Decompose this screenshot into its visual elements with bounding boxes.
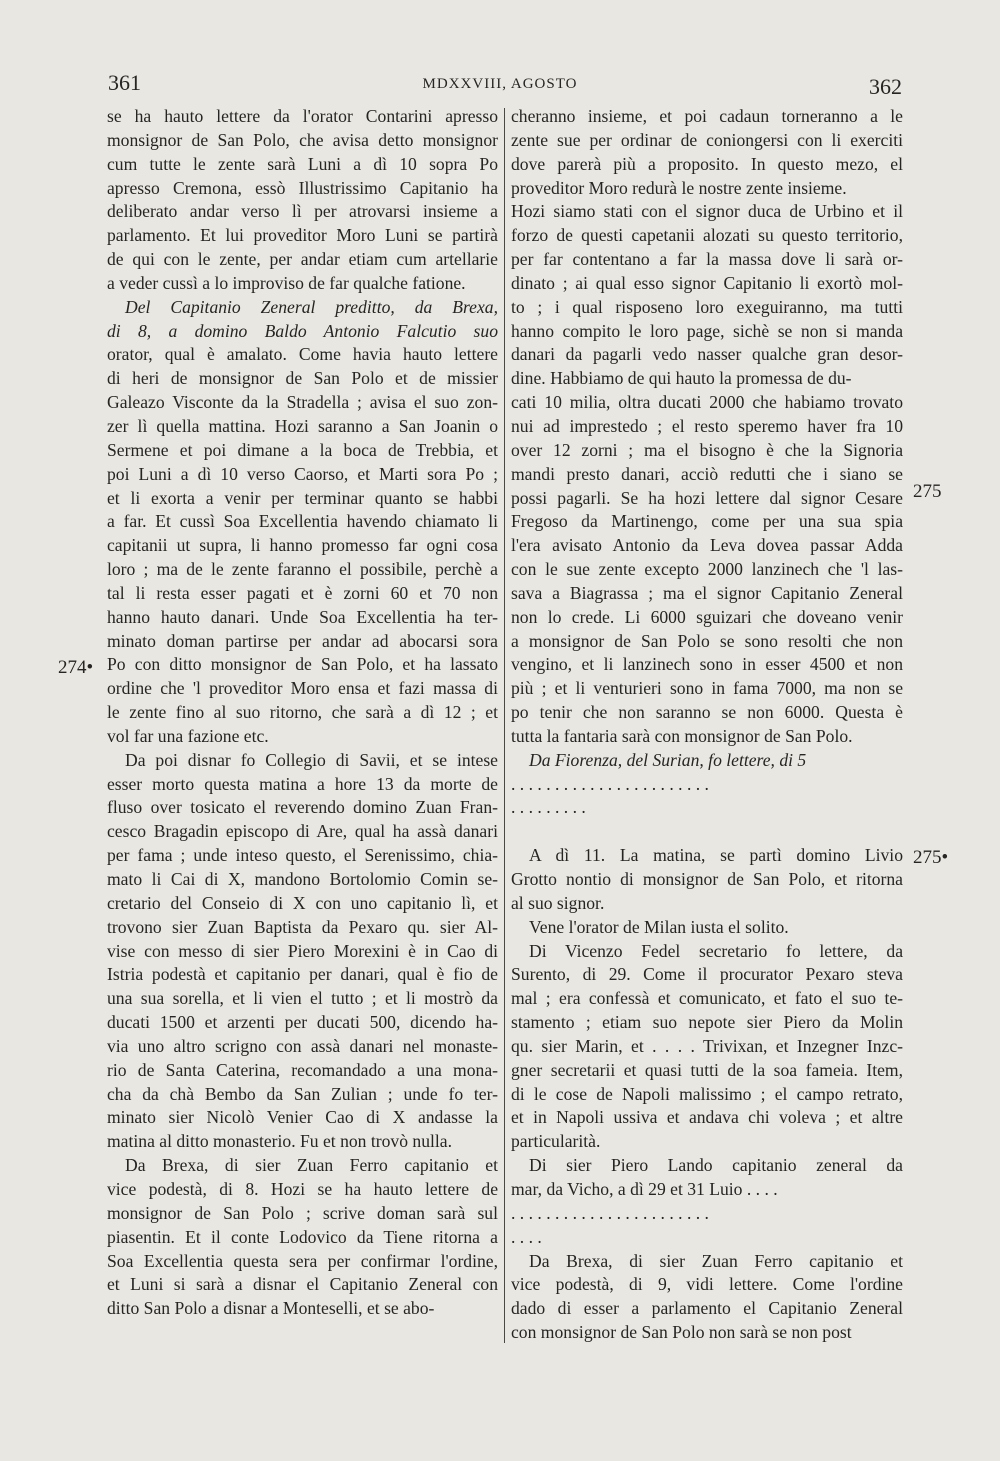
text-line: cha da chà Bembo da San Zulian ; unde fo ter- bbox=[107, 1083, 498, 1104]
margin-number: 274• bbox=[58, 657, 94, 678]
text-line: Surento, di 29. Come il procurator Pexaro steva bbox=[511, 964, 903, 985]
text-line: mandi presto danari, acciò redutti che i siano se bbox=[511, 463, 903, 484]
text-line: via uno altro scrigno con assà danari nel monaste- bbox=[107, 1035, 498, 1056]
running-head: MDXXVIII, AGOSTO bbox=[422, 76, 578, 92]
text-line: cum tutte le zente sarà Luni a dì 10 sopra Po bbox=[107, 153, 498, 174]
text-line: una sua sorella, et li vien el tutto ; et li mostrò da bbox=[107, 988, 498, 1009]
text-line: deliberato andar verso lì per atrovarsi insieme a bbox=[107, 201, 498, 222]
text-line: orator, qual è amalato. Come havia hauto lettere bbox=[107, 344, 498, 365]
text-line: l'era avisato Antonio da Leva dovea passar Adda bbox=[511, 535, 903, 556]
text-line: Da Brexa, di sier Zuan Ferro capitanio et bbox=[125, 1155, 498, 1176]
text-line: più ; et li venturieri sono in fama 7000, ma non se bbox=[511, 678, 903, 699]
text-line: monsignor de San Polo, che avisa detto monsignor bbox=[107, 129, 498, 150]
text-line: a veder cussì a lo improviso de far qualche fatione. bbox=[107, 272, 466, 293]
text-line: ordine che 'l proveditor Moro ensa et fazi massa di bbox=[107, 678, 498, 699]
text-line: . . . . . . . . . . . . . . . . . . . . . . . bbox=[511, 1202, 709, 1223]
text-line: Hozi siamo stati con el signor duca de Urbino et il bbox=[511, 201, 903, 222]
text-line: A dì 11. La matina, se partì domino Livio bbox=[529, 845, 903, 866]
text-line: apresso Cremona, essò Illustrissimo Capitanio ha bbox=[107, 177, 498, 198]
text-line: stamento ; etiam suo nepote sier Piero da Molin bbox=[511, 1012, 903, 1033]
text-line: et Luni si sarà a disnar el Capitanio Zeneral con bbox=[107, 1274, 498, 1295]
text-line: cati 10 milia, oltra ducati 2000 che habiamo trovato bbox=[511, 392, 903, 413]
text-line: Istria podestà et capitanio per danari, qual è fio de bbox=[107, 964, 498, 985]
text-line: vise con messo di sier Piero Morexini è in Cao di bbox=[107, 940, 498, 961]
text-line: vengino, et li lanzinech sono in esser 4500 et non bbox=[511, 654, 903, 675]
text-line: a monsignor de San Polo se sono resolti che non bbox=[511, 630, 903, 651]
text-line: Da Brexa, di sier Zuan Ferro capitanio et bbox=[529, 1250, 903, 1271]
text-line: ditto San Polo a disnar a Monteselli, et se abo- bbox=[107, 1298, 435, 1319]
text-line: per fama ; unde inteso questo, el Serenissimo, chia- bbox=[107, 845, 498, 866]
text-line: . . . . bbox=[511, 1226, 542, 1247]
text-line: a far. Et cussì Soa Excellentia havendo chiamato li bbox=[107, 511, 498, 532]
text-line: . . . . . . . . . . . . . . . . . . . . . . . bbox=[511, 773, 709, 794]
text-line: piasentin. Et il conte Lodovico da Tiene ritorna a bbox=[107, 1226, 498, 1247]
page-number-right: 362 bbox=[869, 74, 902, 99]
page-number-left: 361 bbox=[108, 70, 141, 95]
text-line: dine. Habbiamo de qui hauto la promessa de du- bbox=[511, 368, 852, 389]
text-line: Galeazo Visconte da la Stradella ; avisa el suo zon- bbox=[107, 392, 498, 413]
text-line: rio de Santa Caterina, recomandado a una mona- bbox=[107, 1059, 498, 1080]
text-line: Del Capitanio Zeneral preditto, da Brexa, bbox=[125, 296, 498, 317]
text-line: Grotto nontio di monsignor de San Polo, et ritorna bbox=[511, 869, 903, 889]
text-line: forzo de questi capetanii alozati su questo territorio, bbox=[511, 225, 903, 246]
text-line: Di Vicenzo Fedel secretario fo lettere, da bbox=[529, 940, 903, 961]
text-line: possi pagarli. Se ha hozi lettere dal signor Cesare bbox=[511, 487, 903, 508]
text-line: . . . . . . . . . bbox=[511, 797, 586, 818]
text-line: Sermene et poi dimane a la boca de Trebbia, et bbox=[107, 439, 498, 460]
text-line: dinato ; ai qual esso signor Capitanio li exortò mol- bbox=[511, 272, 903, 293]
text-line: qu. sier Marin, et . . . . Trivixan, et Inzegner Inzc- bbox=[511, 1035, 903, 1056]
text-line: cretario del Conseio di X con uno capitanio lì, et bbox=[107, 892, 498, 913]
page-header bbox=[0, 66, 1000, 99]
text-line: po tenir che non saranno se non 6000. Questa è bbox=[511, 702, 903, 723]
text-line: al suo signor. bbox=[511, 892, 605, 913]
text-line: di 8, a domino Baldo Antonio Falcutio suo bbox=[107, 320, 498, 341]
margin-number: 275• bbox=[913, 847, 949, 868]
text-line: Po con ditto monsignor de San Polo, et ha lassato bbox=[107, 654, 498, 675]
text-line: di le cose de Napoli malissimo ; el campo retrato, bbox=[511, 1083, 903, 1104]
text-line: fluso over tosicato el reverendo domino Zuan Fran- bbox=[107, 797, 498, 818]
text-line: et li exorta a venir per terminar quanto se habbi bbox=[107, 487, 498, 508]
text-line: mal ; era confessà et comunicato, et fato el suo te- bbox=[511, 988, 903, 1009]
text-line: cesco Bragadin episcopo di Are, qual ha assà danari bbox=[107, 821, 498, 842]
text-line: matina al ditto monasterio. Fu et non trovò nulla. bbox=[107, 1131, 452, 1152]
text-line: Di sier Piero Lando capitanio zeneral da bbox=[529, 1155, 903, 1176]
text-line: minato doman partirse per andar ad abocarsi sora bbox=[107, 630, 498, 651]
text-line: non lo crede. Li 6000 sguizari che doveano venir bbox=[511, 606, 903, 627]
text-line: parlamento. Et lui proveditor Moro Luni se partirà bbox=[107, 225, 498, 246]
text-line: hanno compito le loro page, sichè se non si manda bbox=[511, 320, 903, 341]
text-line: di heri de monsignor de San Polo et de missier bbox=[107, 368, 498, 389]
text-line: cheranno insieme, et poi cadaun torneranno a le bbox=[511, 106, 903, 126]
right-column bbox=[511, 105, 903, 1345]
column-divider bbox=[504, 108, 505, 1343]
text-line: loro ; ma de le zente faranno el possibile, perchè a bbox=[107, 559, 498, 580]
text-line: con monsignor de San Polo non sarà se non post bbox=[511, 1322, 852, 1343]
text-line: capitanii ut supra, li hanno promesso far ogni cosa bbox=[107, 535, 498, 556]
text-line: Soa Excellentia questa sera per confirmar l'ordine, bbox=[107, 1250, 498, 1271]
text-line: et in Napoli ussiva et andava chi voleva ; et altre bbox=[511, 1107, 903, 1128]
text-line: ducati 1500 et arzenti per ducati 500, dicendo ha- bbox=[107, 1012, 498, 1033]
text-line: to ; i qual risposeno loro exeguiranno, ma tutti bbox=[511, 296, 903, 317]
text-line: nui ad imprestedo ; el resto speremo haver fra 10 bbox=[511, 415, 903, 436]
text-line: Da poi disnar fo Collegio di Savii, et se intese bbox=[125, 749, 498, 770]
text-line: mato li Cai di X, mandono Bortolomio Comin se- bbox=[107, 869, 498, 889]
text-line: hanno hauto danari. Unde Soa Excellentia ha ter- bbox=[107, 606, 498, 627]
text-line: over 12 zorni ; ma el bisogno è che la Signoria bbox=[511, 439, 903, 460]
text-line: tal li resta esser pagati et è zorni 60 et 70 non bbox=[107, 582, 498, 603]
text-line: vice podestà, di 8. Hozi se ha hauto lettere de bbox=[107, 1178, 498, 1199]
text-line: tutta la fantaria sarà con monsignor de San Polo. bbox=[511, 725, 853, 746]
text-line: Fregoso da Martinengo, come per una sua spia bbox=[511, 511, 903, 532]
text-line: gner secretarii et quasi tutti de la soa fameia. Item, bbox=[511, 1059, 903, 1080]
text-line: con le sue zente excepto 2000 lanzinech che 'l las- bbox=[511, 559, 903, 580]
text-line: particularità. bbox=[511, 1131, 601, 1152]
text-line: vol far una fazione etc. bbox=[107, 725, 269, 746]
text-line: se ha hauto lettere da l'orator Contarini apresso bbox=[107, 106, 498, 126]
text-line: zer lì quella mattina. Hozi saranno a San Joanin o bbox=[107, 415, 498, 436]
left-column bbox=[107, 105, 498, 1321]
text-line bbox=[511, 820, 903, 844]
text-line: danari da pagarli vedo nasser qualche gran desor- bbox=[511, 344, 903, 365]
text-line: poi Luni a dì 10 verso Caorso, et Marti sora Po ; bbox=[107, 463, 498, 484]
text-line: proveditor Moro redurà le nostre zente insieme. bbox=[511, 177, 847, 198]
text-line: trovono sier Zuan Baptista da Pexaro qu. sier Al- bbox=[107, 916, 498, 937]
text-line: sava a Biagrassa ; ma el signor Capitanio Zeneral bbox=[511, 582, 903, 603]
text-line: le zente fino al suo ritorno, che sarà a dì 12 ; et bbox=[107, 702, 498, 723]
margin-number: 275 bbox=[913, 481, 942, 502]
text-line: minato sier Nicolò Venier Cao di X andasse la bbox=[107, 1107, 498, 1128]
text-line: monsignor de San Polo ; scrive doman sarà sul bbox=[107, 1202, 498, 1223]
text-line: Vene l'orator de Milan iusta el solito. bbox=[529, 916, 789, 937]
text-line: mar, da Vicho, a dì 29 et 31 Luio . . . . bbox=[511, 1178, 778, 1199]
text-line: vice podestà, di 9, vidi lettere. Come l'ordine bbox=[511, 1274, 903, 1295]
text-line: dove parerà più a proposito. In questo mezo, el bbox=[511, 153, 903, 174]
text-line: per far contentano a far la massa dove li sarà or- bbox=[511, 249, 903, 270]
text-line: esser morto questa matina a hore 13 da morte de bbox=[107, 773, 498, 794]
text-line: dado di esser a parlamento el Capitanio Zeneral bbox=[511, 1298, 903, 1319]
text-line: de qui con le zente, per andar etiam cum artellarie bbox=[107, 249, 498, 270]
text-line: zente sue per ordinar de coniongersi con li exerciti bbox=[511, 129, 903, 150]
text-line: Da Fiorenza, del Surian, fo lettere, di 5 bbox=[529, 749, 807, 770]
